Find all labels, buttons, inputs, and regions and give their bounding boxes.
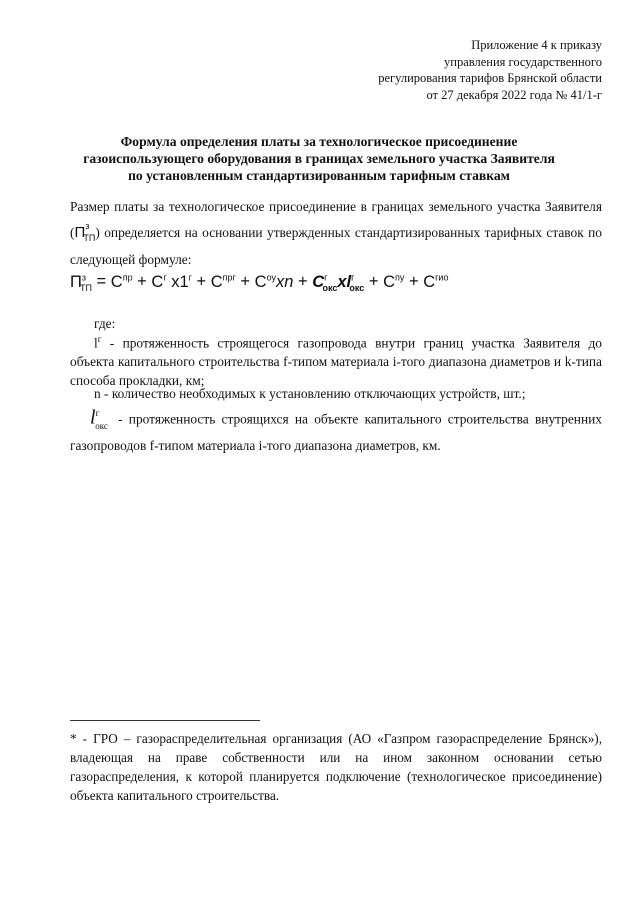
formula-lhs: $П^з_{ТП}$ bbox=[70, 272, 92, 293]
footnote-separator bbox=[70, 720, 260, 721]
definition-length-pipeline: $l^г$ - протяженность строящегося газопровода внутри границ участка Заявителя до объекта капитального строительства f-типом материала i-того диапазона диаметров и k-типа способа прокладки, км; bbox=[70, 334, 602, 389]
formula-term-2: $С^г$ $x1^г$ bbox=[151, 272, 192, 291]
formula-term-4: $С^{оу}xn$ bbox=[254, 272, 294, 291]
document-title bbox=[40, 133, 598, 184]
definition-internal-pipelines: $l^г_{окс}$ - протяженность строящихся на объекте капитального строительства внутренних газопроводов f-типом материала i-того диапазона диаметров, км. bbox=[70, 404, 602, 455]
footnote: * - ГРО – газораспределительная организация (АО «Газпром газораспределение Брянск»), владеющая на праве собственности или на ином законном основании сетью газораспределения, к которой планируется подключение (технологическое присоединение) объекта капитального строительства. bbox=[70, 731, 602, 803]
annex-line-2: управления государственного bbox=[444, 54, 602, 69]
annex-header bbox=[302, 37, 602, 103]
definition-devices-count: n - количество необходимых к установлению отключающих устройств, шт.; bbox=[94, 386, 526, 401]
inline-formula-symbol: $П^з_{ТП}$ bbox=[74, 220, 96, 243]
main-formula: $П^з_{ТП} = С^{пр} + С^г$ $x1^г + С^{прг} + С^{оу}xn + С^г_{окс}xl^г_{окс} + С^{пу} + С^{гио}$ bbox=[70, 272, 449, 293]
formula-term-5: $С^г_{окс}xl^г_{окс}$ bbox=[312, 272, 365, 293]
annex-line-4: от 27 декабря 2022 года № 41/1-г bbox=[426, 87, 602, 102]
intro-text-start: Размер платы за технологическое присоединение в границах земельного участка Заявителя ( bbox=[70, 199, 602, 240]
intro-paragraph bbox=[70, 196, 602, 271]
where-label: где: bbox=[94, 316, 116, 331]
title-line-2: газоиспользующего оборудования в границах земельного участка Заявителя bbox=[83, 151, 555, 166]
formula-term-1: $С^{пр}$ bbox=[110, 272, 133, 291]
formula-term-7: $С^{гио}$ bbox=[423, 272, 449, 291]
l-oks-symbol: $l^г_{окс}$ bbox=[90, 406, 108, 431]
annex-line-3: регулирования тарифов Брянской области bbox=[378, 71, 602, 85]
annex-line-1: Приложение 4 к приказу bbox=[471, 38, 602, 52]
formula-term-3: $С^{прг}$ bbox=[210, 272, 236, 291]
formula-term-6: $С^{пу}$ bbox=[383, 272, 405, 291]
title-line-1: Формула определения платы за технологическое присоединение bbox=[120, 134, 518, 149]
intro-text-end: ) определяется на основании утвержденных стандартизированных тарифных ставок по следующей формуле: bbox=[70, 224, 602, 267]
title-line-3: по установленным стандартизированным тарифным ставкам bbox=[128, 168, 510, 183]
